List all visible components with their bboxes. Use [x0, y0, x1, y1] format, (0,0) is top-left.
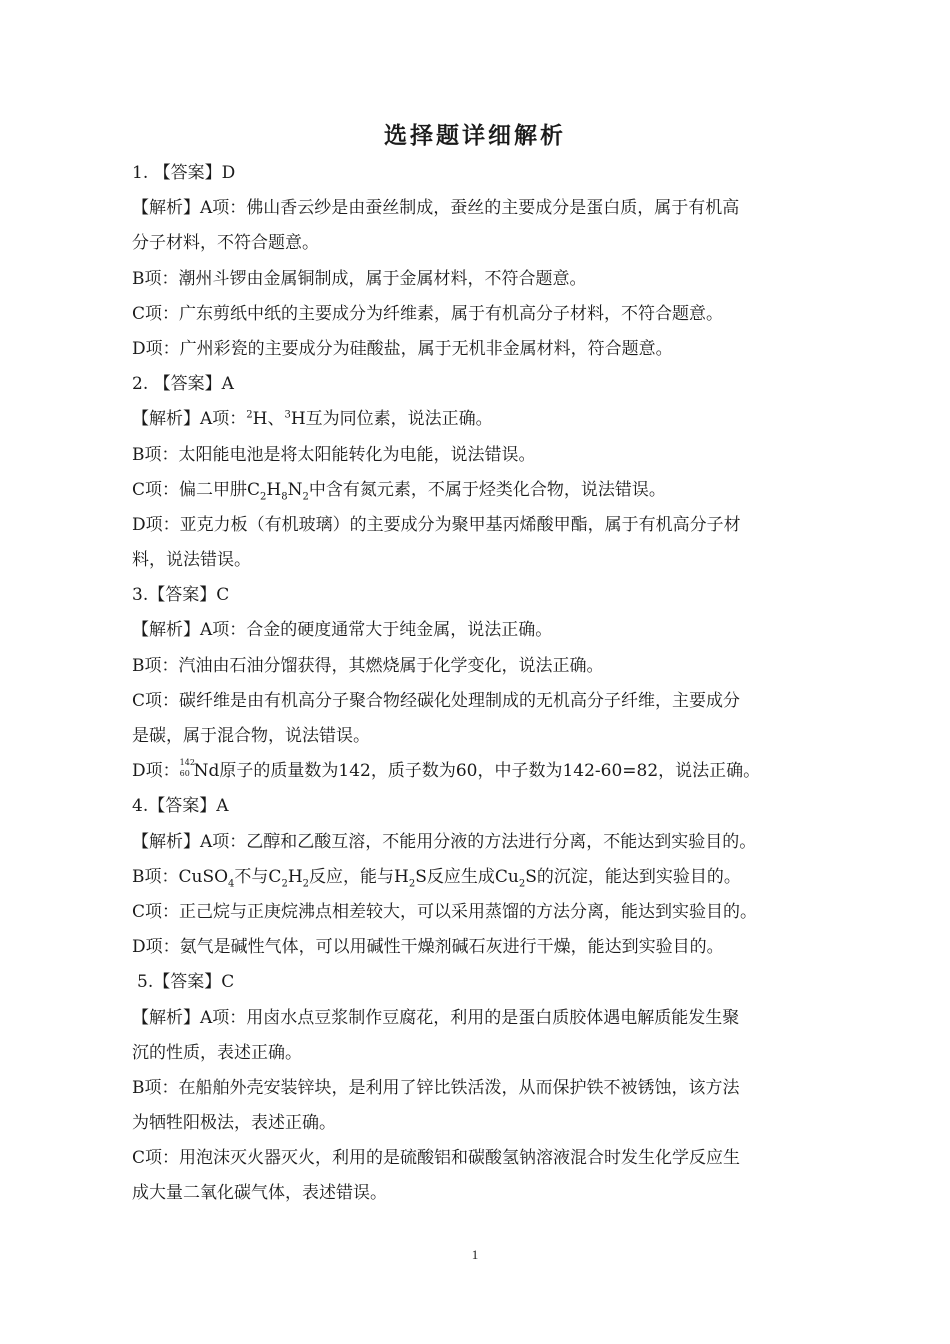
q2-option-b: B项：太阳能电池是将太阳能转化为电能，说法错误。 [132, 444, 536, 465]
q1-analysis-line: 分子材料，不符合题意。 [132, 233, 319, 254]
q2-option-d-cont: 料，说法错误。 [132, 550, 251, 571]
q5-option-c-cont: 成大量二氧化碳气体，表述错误。 [132, 1183, 387, 1204]
q3-answer: 3.【答案】C [132, 585, 230, 606]
q1-option-b: B项：潮州斗锣由金属铜制成，属于金属材料，不符合题意。 [132, 268, 587, 289]
q1-answer: 1. 【答案】D [132, 163, 236, 183]
q5-option-b-cont: 为牺牲阳极法，表述正确。 [132, 1113, 336, 1134]
answer-explanations [132, 156, 832, 1212]
q5-option-c: C项：用泡沫灭火器灭火，利用的是硫酸铝和碳酸氢钠溶液混合时发生化学反应生 [132, 1148, 741, 1169]
q4-answer: 4.【答案】A [132, 796, 229, 817]
q5-analysis-line: 【解析】A项：用卤水点豆浆制作豆腐花，利用的是蛋白质胶体遇电解质能发生聚 [132, 1007, 740, 1028]
q4-option-b: B项：CuSO$_4$不与$C_2H_2$反应，能与$H_2S$反应生成$Cu_2S$的沉淀，能达到实验目的。 [132, 866, 741, 890]
page-number: 1 [471, 1247, 479, 1262]
q3-option-c: C项：碳纤维是由有机高分子聚合物经碳化处理制成的无机高分子纤维，主要成分 [132, 690, 741, 711]
q1-option-d: D项：广州彩瓷的主要成分为硅酸盐，属于无机非金属材料，符合题意。 [132, 338, 673, 359]
q3-option-c-cont: 是碳，属于混合物，说法错误。 [132, 726, 370, 746]
q2-option-c: C项：偏二甲肼$C_2H_8N_2$中含有氮元素，不属于烃类化合物，说法错误。 [132, 479, 666, 503]
q3-option-d: D项： 142 60 Nd原子的质量数为142，质子数为60，中子数为142-60=82，说法正确。 [132, 758, 761, 782]
q2-analysis-line: 【解析】A项：$^2$H、$^3$H互为同位素，说法正确。 [132, 409, 493, 430]
q5-answer: 5.【答案】C [137, 972, 235, 993]
q1-analysis-line: 【解析】A项：佛山香云纱是由蚕丝制成，蚕丝的主要成分是蛋白质，属于有机高 [132, 198, 740, 219]
q1-option-c: C项：广东剪纸中纸的主要成分为纤维素，属于有机高分子材料，不符合题意。 [132, 303, 724, 324]
q3-analysis-line: 【解析】A项：合金的硬度通常大于纯金属，说法正确。 [132, 620, 553, 641]
q2-option-d: D项：亚克力板（有机玻璃）的主要成分为聚甲基丙烯酸甲酯，属于有机高分子材 [132, 514, 741, 535]
nd-isotope-notation: 142 60 [179, 758, 195, 779]
q2-answer: 2. 【答案】A [132, 374, 234, 395]
q5-analysis-line: 沉的性质，表述正确。 [132, 1042, 302, 1063]
q4-option-d: D项：氨气是碱性气体，可以用碱性干燥剂碱石灰进行干燥，能达到实验目的。 [132, 937, 724, 958]
q3-option-b: B项：汽油由石油分馏获得，其燃烧属于化学变化，说法正确。 [132, 655, 604, 676]
q5-option-b: B项：在船舶外壳安装锌块，是利用了锌比铁活泼，从而保护铁不被锈蚀，该方法 [132, 1077, 740, 1098]
page-title: 选择题详细解析 [384, 122, 566, 149]
q4-option-c: C项：正己烷与正庚烷沸点相差较大，可以采用蒸馏的方法分离，能达到实验目的。 [132, 901, 758, 922]
q4-analysis-line: 【解析】A项：乙醇和乙酸互溶，不能用分液的方法进行分离，不能达到实验目的。 [132, 831, 757, 852]
